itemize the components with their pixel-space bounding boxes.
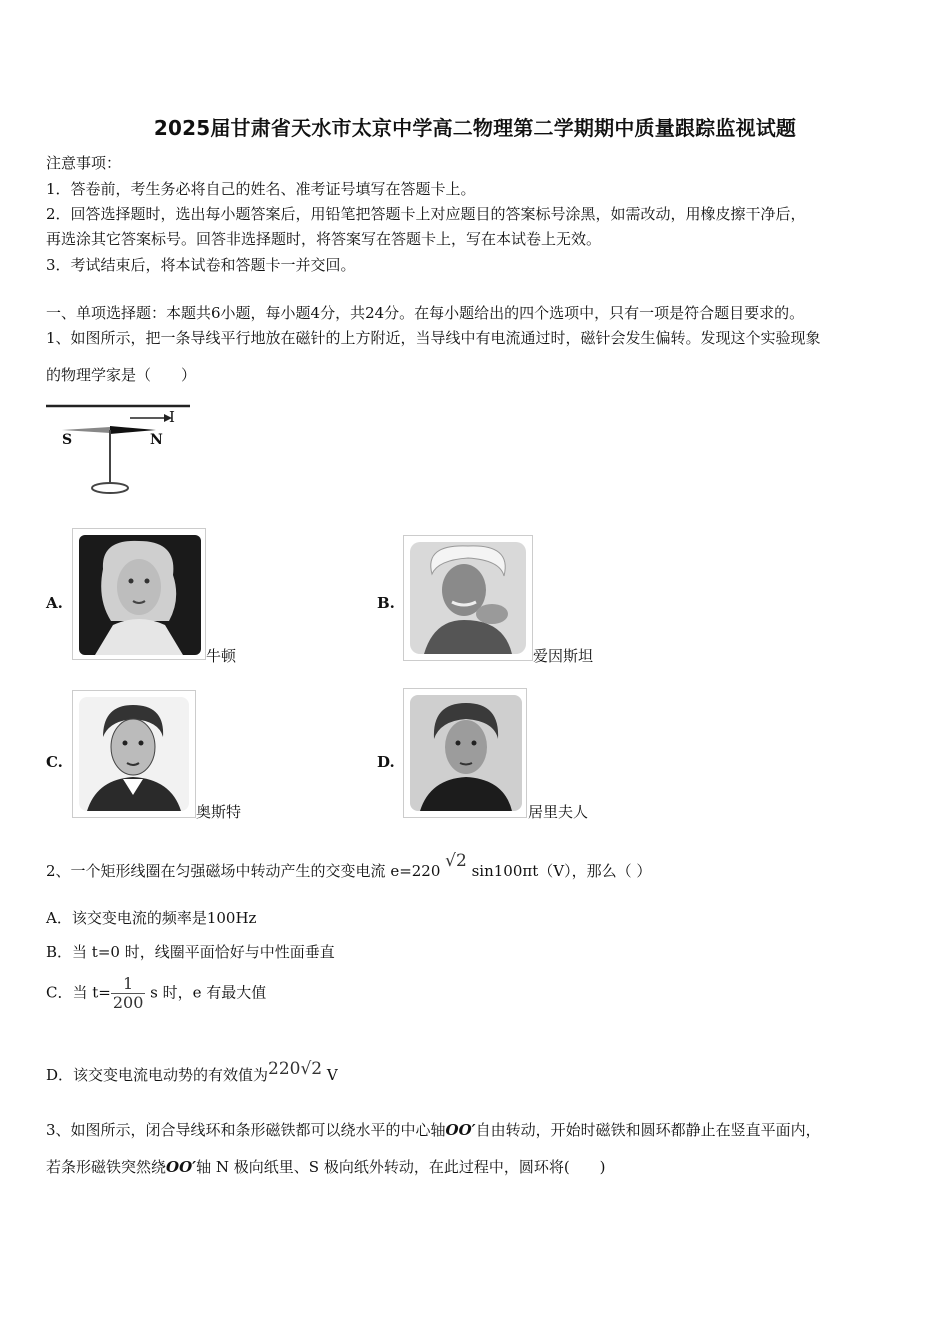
newton-portrait <box>72 528 206 660</box>
q2-option-d-part2: V <box>326 1066 338 1084</box>
axis-label: OO′ <box>166 1158 197 1176</box>
fraction <box>111 975 146 1012</box>
oersted-portrait <box>72 690 196 818</box>
option-d-caption: 居里夫人 <box>528 803 589 821</box>
einstein-portrait <box>403 535 533 661</box>
notice-item: 3．考试结束后，将本试卷和答题卡一并交回。 <box>46 256 356 274</box>
q2-option-c-part2: s 时，e 有最大值 <box>150 983 267 1002</box>
q1-stem-line2: 的物理学家是（ ） <box>46 366 197 384</box>
q2-option-c <box>46 975 266 1012</box>
option-a-caption: 牛顿 <box>206 647 237 665</box>
q2-option-a: A．该交变电流的频率是100Hz <box>46 909 257 927</box>
wire-compass-diagram <box>44 400 194 500</box>
q3-line1-part1: 3、如图所示，闭合导线环和条形磁铁都可以绕水平的中心轴 <box>46 1121 446 1139</box>
section-heading: 一、单项选择题：本题共6小题，每小题4分，共24分。在每小题给出的四个选项中，只有一项是符合题目要求的。 <box>46 304 805 322</box>
option-b-letter: B. <box>377 594 395 612</box>
q3-line1-part2: 自由转动，开始时磁铁和圆环都静止在竖直平面内， <box>475 1121 821 1139</box>
q1-stem-line1: 1、如图所示，把一条导线平行地放在磁针的上方附近，当导线中有电流通过时，磁针会发生偏转。发现这个实验现象 <box>46 329 821 347</box>
q2-stem-part1: 2、一个矩形线圈在匀强磁场中转动产生的交变电流 e=220 <box>46 862 441 880</box>
option-b-caption: 爱因斯坦 <box>533 647 594 665</box>
page-title: 2025届甘肃省天水市太京中学高二物理第二学期期中质量跟踪监视试题 <box>153 116 797 140</box>
notice-item: 再选涂其它答案标号。回答非选择题时，将答案写在答题卡上，写在本试卷上无效。 <box>46 230 602 248</box>
south-pole-label: S <box>62 432 73 448</box>
fraction-denominator: 200 <box>112 993 144 1012</box>
option-a-letter: A. <box>46 594 63 612</box>
q2-option-d <box>46 1059 338 1085</box>
option-c-caption: 奥斯特 <box>196 803 242 821</box>
north-pole-label: N <box>150 432 163 448</box>
notice-heading: 注意事项： <box>46 154 122 172</box>
q2-stem <box>46 851 652 881</box>
current-label: I <box>169 408 175 426</box>
q2-stem-part2: sin100πt（V），那么（ ） <box>471 862 652 880</box>
effective-value: 220√2 <box>268 1059 323 1079</box>
sqrt-two: √2 <box>445 851 467 871</box>
notice-item: 2．回答选择题时，选出每小题答案后，用铅笔把答题卡上对应题目的答案标号涂黑，如需改动，用橡皮擦干净后， <box>46 205 806 223</box>
q3-line2-part2: 轴 N 极向纸里、S 极向纸外转动，在此过程中，圆环将( ) <box>196 1158 606 1176</box>
q3-line2-part1: 若条形磁铁突然绕 <box>46 1158 167 1176</box>
fraction-numerator: 1 <box>111 975 146 994</box>
q2-option-c-part1: C．当 t= <box>46 983 111 1002</box>
q3-stem-line2 <box>46 1156 606 1177</box>
option-c-letter: C. <box>46 753 63 771</box>
option-d-letter: D. <box>377 753 395 771</box>
curie-portrait <box>403 688 527 818</box>
notice-item: 1．答卷前，考生务必将自己的姓名、准考证号填写在答题卡上。 <box>46 180 476 198</box>
q2-option-b: B．当 t=0 时，线圈平面恰好与中性面垂直 <box>46 943 335 961</box>
q3-stem-line1 <box>46 1119 821 1140</box>
axis-label: OO′ <box>445 1121 476 1139</box>
q2-option-d-part1: D．该交变电流电动势的有效值为 <box>46 1066 269 1084</box>
